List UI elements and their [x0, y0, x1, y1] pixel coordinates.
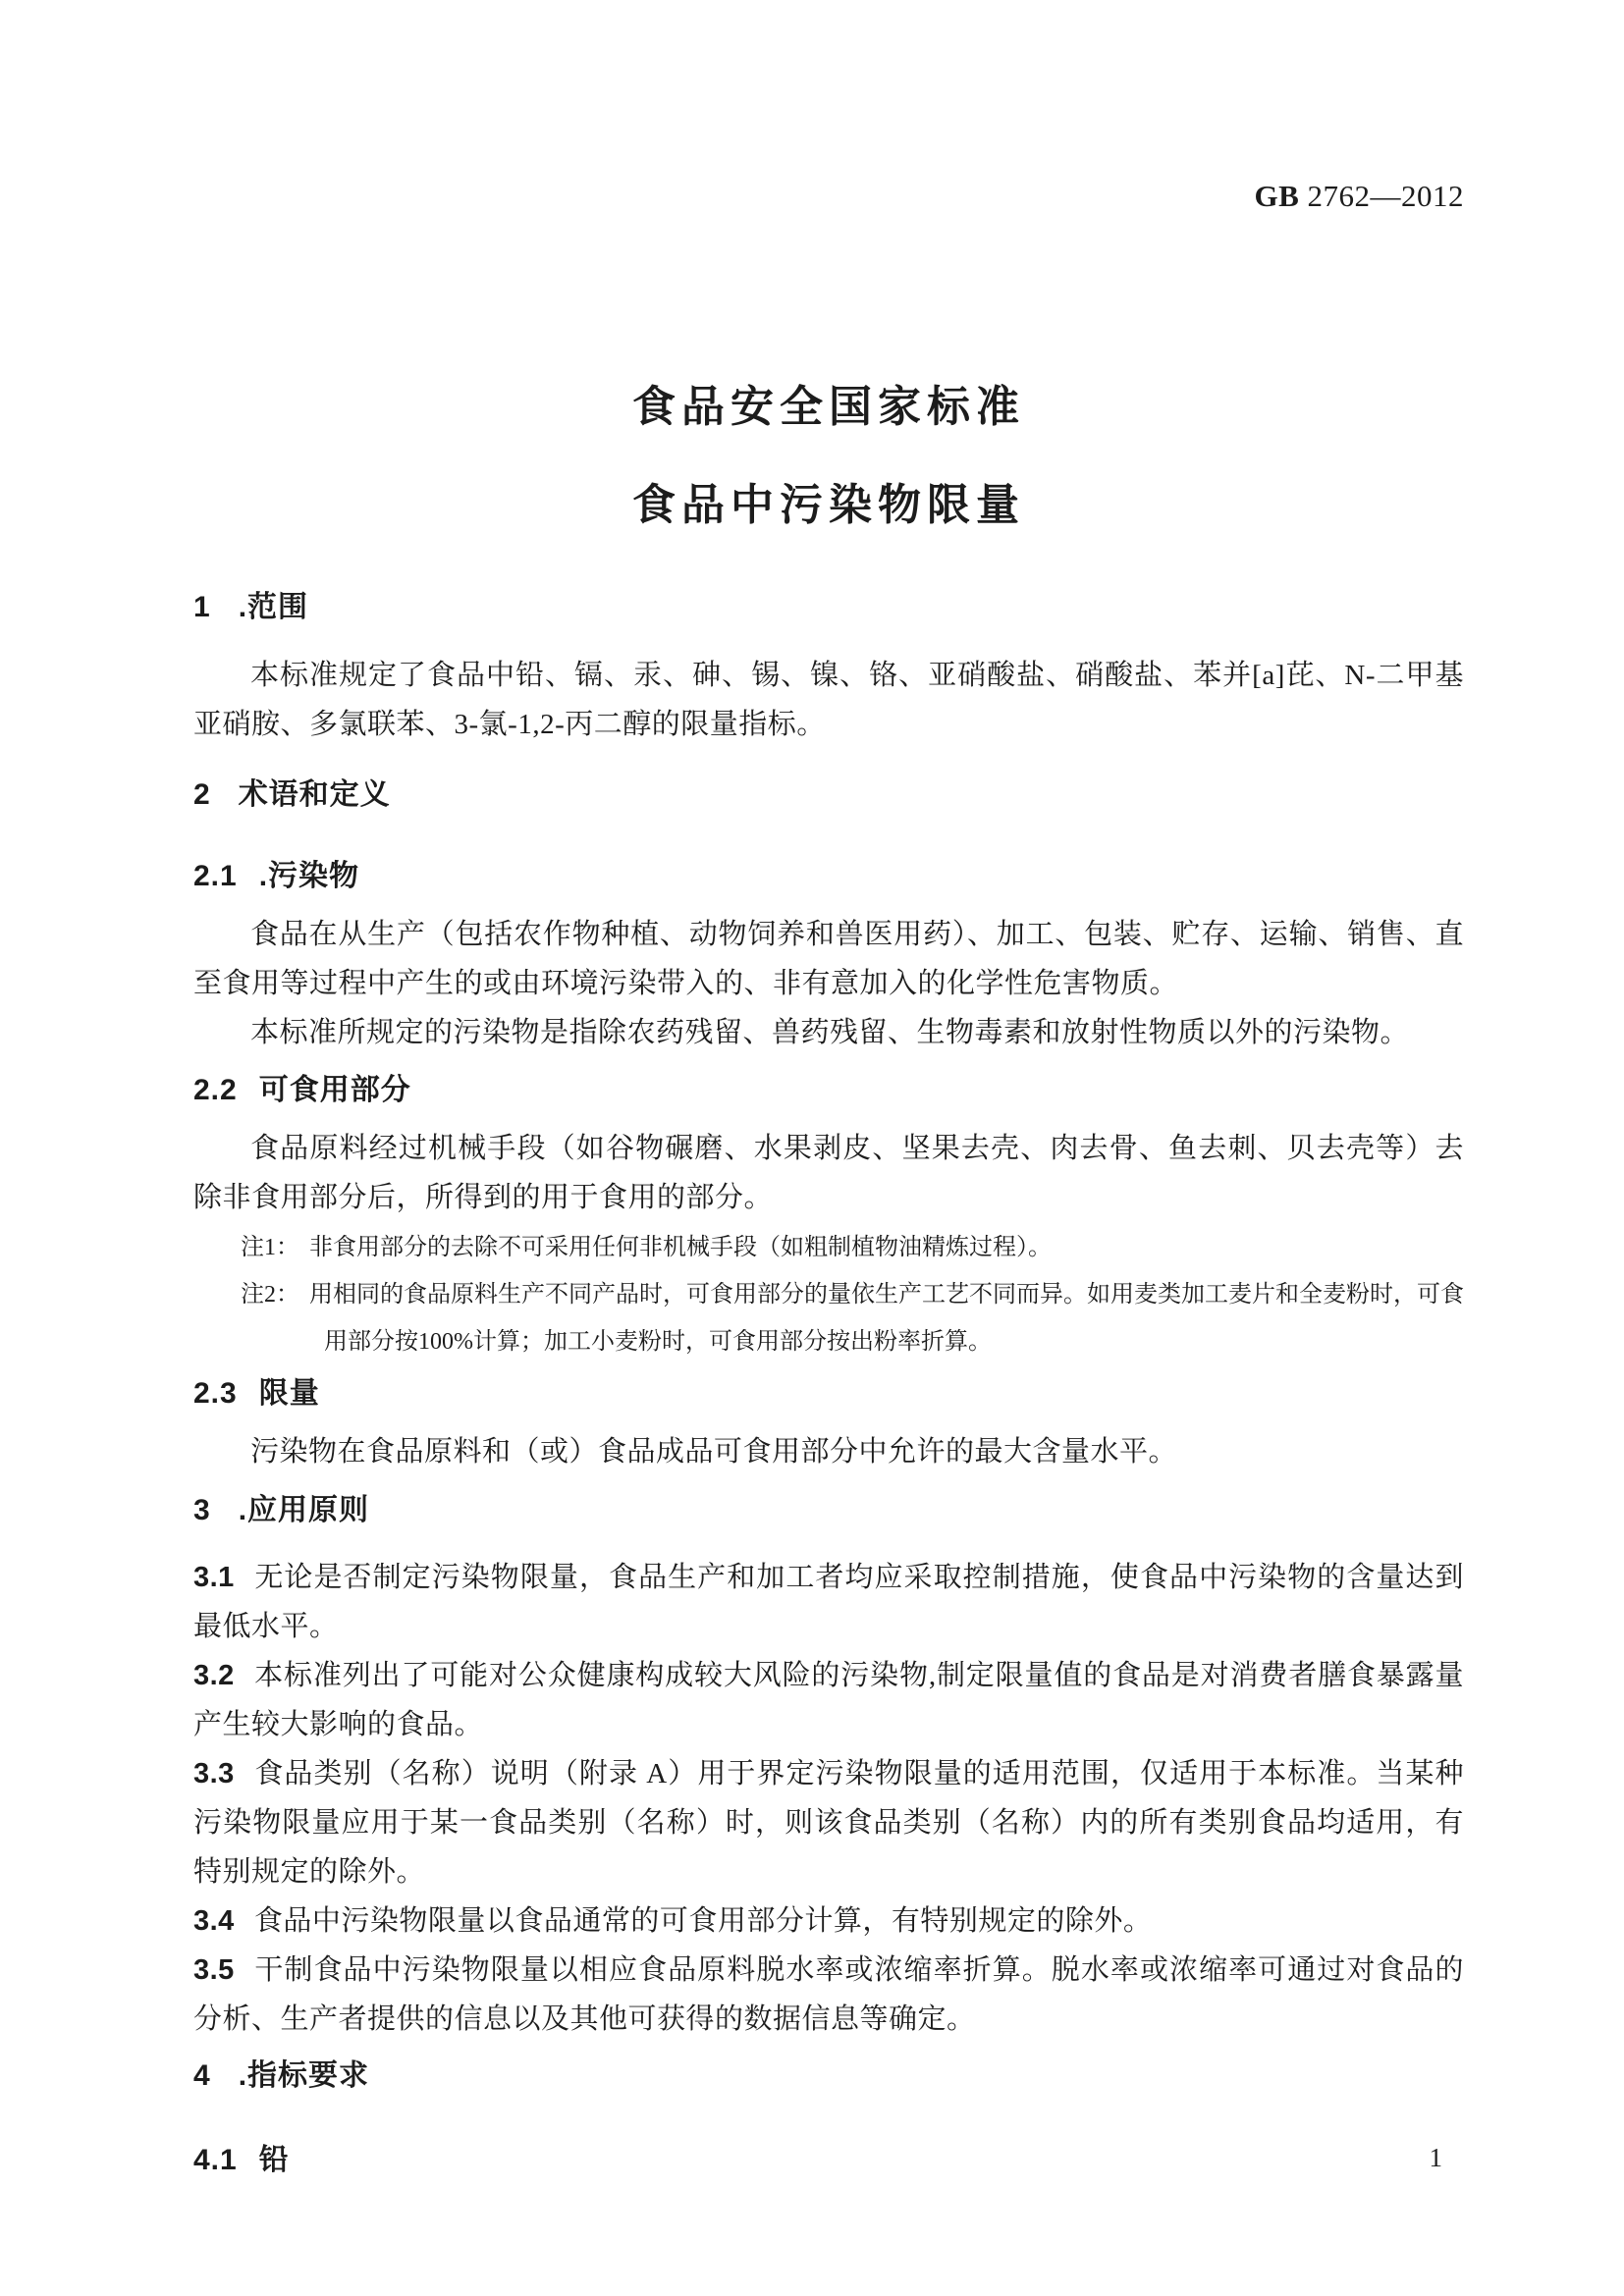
clause-3-5-number: 3.5: [193, 1954, 235, 1986]
section-1-title: .范围: [238, 591, 309, 623]
clause-3-2-number: 3.2: [193, 1660, 235, 1691]
section-2-3-heading: [193, 1375, 1464, 1413]
clause-3-5: [193, 1946, 1464, 2044]
section-1-paragraph: 本标准规定了食品中铅、镉、汞、砷、锡、镍、铬、亚硝酸盐、硝酸盐、苯并[a]芘、N-二甲基亚硝胺、多氯联苯、3-氯-1,2-丙二醇的限量指标。: [193, 660, 1464, 740]
clause-3-2-text: 本标准列出了可能对公众健康构成较大风险的污染物,制定限量值的食品是对消费者膳食暴露量产生较大影响的食品。: [193, 1660, 1464, 1740]
note-1-label: 注1：: [241, 1235, 299, 1260]
section-2-3-title: 限量: [258, 1377, 320, 1410]
clause-3-5-text: 干制食品中污染物限量以相应食品原料脱水率或浓缩率折算。脱水率或浓缩率可通过对食品的分析、生产者提供的信息以及其他可获得的数据信息等确定。: [193, 1954, 1464, 2035]
section-2-1-paragraph-2: 本标准所规定的污染物是指除农药残留、兽药残留、生物毒素和放射性物质以外的污染物。: [250, 1017, 1410, 1048]
section-2-3-number: 2.3: [193, 1377, 238, 1410]
section-2-3-paragraph: 污染物在食品原料和（或）食品成品可食用部分中允许的最大含量水平。: [250, 1436, 1178, 1468]
section-2-1-heading: [193, 858, 1464, 895]
note-2-text: 用相同的食品原料生产不同产品时，可食用部分的量依生产工艺不同而异。如用麦类加工麦片和全麦粉时，可食用部分按100%计算；加工小麦粉时，可食用部分按出粉率折算。: [309, 1282, 1464, 1355]
section-4-title: .指标要求: [238, 2059, 370, 2092]
section-2-title: 术语和定义: [238, 778, 391, 811]
section-1-heading: [193, 589, 1464, 626]
clause-3-1-number: 3.1: [193, 1562, 235, 1593]
section-2-1-title: .污染物: [258, 860, 360, 892]
section-4-heading: [193, 2057, 1464, 2095]
clause-3-1: [193, 1553, 1464, 1651]
standard-code-number: 2762—2012: [1299, 179, 1464, 213]
section-3-title: .应用原则: [238, 1494, 370, 1526]
section-2-2-number: 2.2: [193, 1074, 238, 1106]
doc-title-line1: 食品安全国家标准: [632, 383, 1025, 431]
section-2-2-note-2: [193, 1271, 1464, 1365]
clause-3-2: [193, 1651, 1464, 1749]
section-4-1-number: 4.1: [193, 2144, 238, 2176]
note-2-label: 注2：: [241, 1282, 299, 1308]
section-2-heading: [193, 776, 1464, 814]
clause-3-3-number: 3.3: [193, 1758, 235, 1789]
section-2-1-paragraph-1: 食品在从生产（包括农作物种植、动物饲养和兽医用药）、加工、包装、贮存、运输、销售、直至食用等过程中产生的或由环境污染带入的、非有意加入的化学性危害物质。: [193, 919, 1464, 999]
section-4-1-title: 铅: [258, 2144, 290, 2176]
section-2-2-note-1: [193, 1224, 1464, 1271]
section-4-number: 4: [193, 2059, 211, 2092]
doc-title-line2: 食品中污染物限量: [632, 481, 1025, 529]
section-1-number: 1: [193, 591, 211, 623]
standard-code: [193, 0, 1464, 214]
clause-3-3: [193, 1749, 1464, 1896]
section-2-2-paragraph: 食品原料经过机械手段（如谷物碾磨、水果剥皮、坚果去壳、肉去骨、鱼去刺、贝去壳等）去除非食用部分后，所得到的用于食用的部分。: [193, 1133, 1464, 1213]
section-4-1-heading: [193, 2142, 1464, 2179]
section-2-number: 2: [193, 778, 211, 811]
clause-3-4: [193, 1896, 1464, 1946]
section-3-heading: [193, 1492, 1464, 1529]
section-2-2-heading: [193, 1072, 1464, 1109]
clause-3-3-text: 食品类别（名称）说明（附录 A）用于界定污染物限量的适用范围，仅适用于本标准。当某种污染物限量应用于某一食品类别（名称）时，则该食品类别（名称）内的所有类别食品均适用，有特别规定的除外。: [193, 1758, 1464, 1888]
section-2-1-number: 2.1: [193, 860, 238, 892]
standard-code-prefix: GB: [1254, 179, 1300, 213]
section-3-number: 3: [193, 1494, 211, 1526]
clause-3-4-text: 食品中污染物限量以食品通常的可食用部分计算，有特别规定的除外。: [253, 1905, 1153, 1937]
note-1-text: 非食用部分的去除不可采用任何非机械手段（如粗制植物油精炼过程）。: [309, 1235, 1052, 1260]
section-2-2-title: 可食用部分: [258, 1074, 411, 1106]
clause-3-1-text: 无论是否制定污染物限量，食品生产和加工者均应采取控制措施，使食品中污染物的含量达到最低水平。: [193, 1562, 1464, 1642]
page-number: 1: [1429, 2143, 1442, 2172]
clause-3-4-number: 3.4: [193, 1905, 235, 1937]
